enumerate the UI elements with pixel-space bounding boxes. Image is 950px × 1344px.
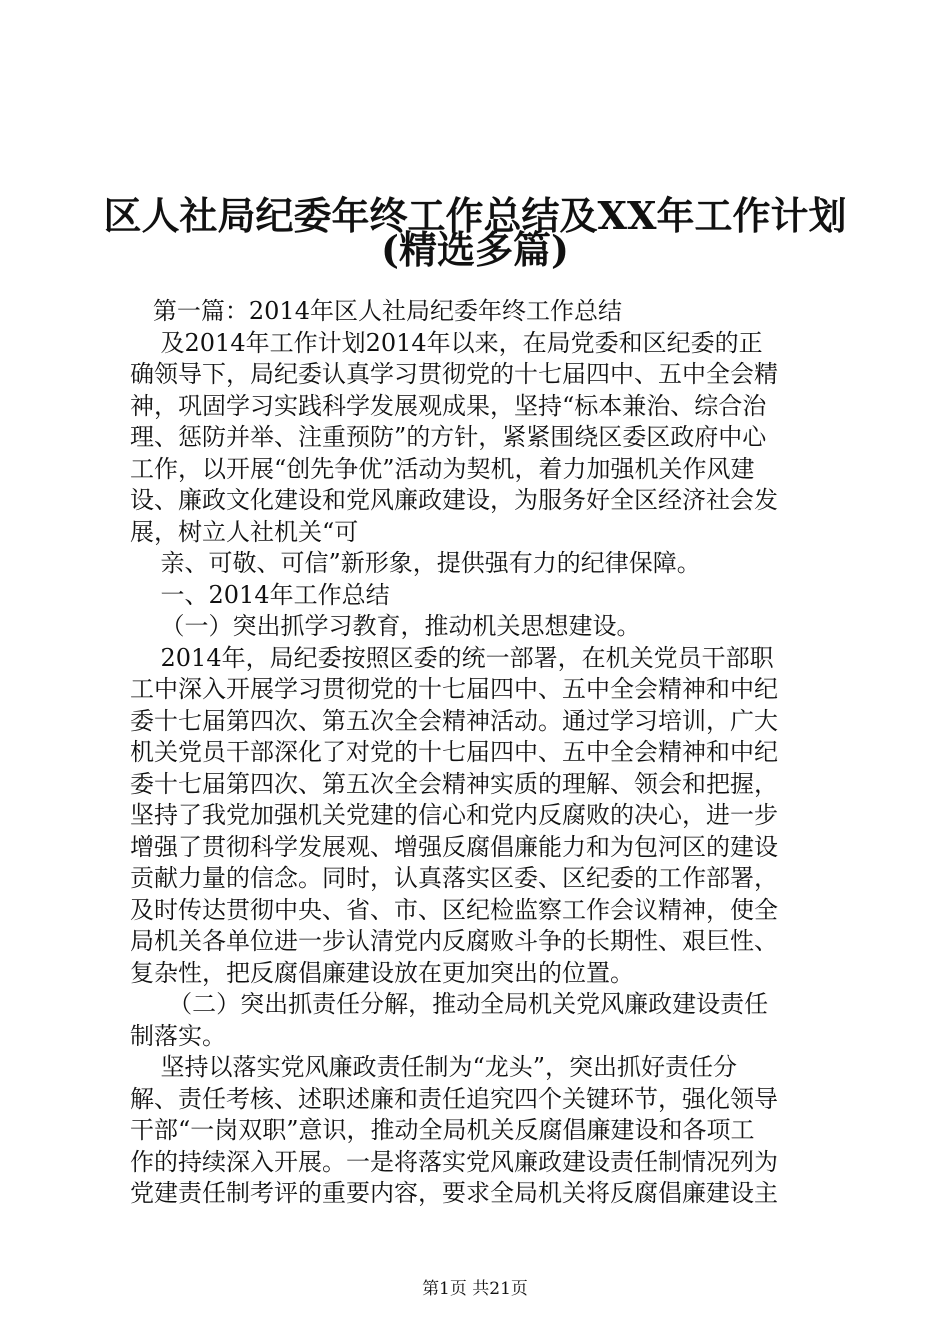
body-line: 党建责任制考评的重要内容，要求全局机关将反腐倡廉建设主 <box>130 1179 778 1207</box>
body-line: 制落实。 <box>130 1021 226 1050</box>
page-footer: 第1页 共21页 <box>422 1279 528 1299</box>
body-line: 委十七届第四次、第五次全会精神活动。通过学习培训，广大 <box>130 706 778 735</box>
body-line: 机关党员干部深化了对党的十七届四中、五中全会精神和中纪 <box>130 738 778 766</box>
body-line: 干部“一岗双职”意识，推动全局机关反腐倡廉建设和各项工 <box>130 1116 755 1144</box>
body-line: 设、廉政文化建设和党风廉政建设，为服务好全区经济社会发 <box>130 486 778 514</box>
document-title-line1: 区人社局纪委年终工作总结及XX年工作计划 <box>103 193 847 238</box>
body-line: 局机关各单位进一步认清党内反腐败斗争的长期性、艰巨性、 <box>130 927 778 955</box>
body-line: 确领导下，局纪委认真学习贯彻党的十七届四中、五中全会精 <box>130 360 778 388</box>
body-line: 理、惩防并举、注重预防”的方针，紧紧围绕区委区政府中心 <box>130 423 767 451</box>
document-body <box>130 296 830 1210</box>
body-line: 及时传达贯彻中央、省、市、区纪检监察工作会议精神，使全 <box>130 895 778 924</box>
body-line: 工中深入开展学习贯彻党的十七届四中、五中全会精神和中纪 <box>130 675 778 703</box>
body-line: 展，树立人社机关“可 <box>130 517 359 546</box>
body-line: 解、责任考核、述职述廉和责任追究四个关键环节，强化领导 <box>130 1084 778 1113</box>
body-line: 亲、可敬、可信”新形象，提供强有力的纪律保障。 <box>130 549 701 577</box>
body-line: 作的持续深入开展。一是将落实党风廉政建设责任制情况列为 <box>130 1147 778 1176</box>
body-line: 一、2014年工作总结 <box>130 580 390 609</box>
body-line: 神，巩固学习实践科学发展观成果，坚持“标本兼治、综合治 <box>130 391 767 420</box>
body-line: 坚持了我党加强机关党建的信心和党内反腐败的决心，进一步 <box>130 801 778 829</box>
body-line: 贡献力量的信念。同时，认真落实区委、区纪委的工作部署， <box>130 864 778 892</box>
body-line: （二）突出抓责任分解，推动全局机关党风廉政建设责任 <box>130 990 769 1018</box>
body-line: 2014年，局纪委按照区委的统一部署，在机关党员干部职 <box>130 643 774 672</box>
body-line: 及2014年工作计划2014年以来，在局党委和区纪委的正 <box>130 328 763 357</box>
document-title-line2: (精选多篇) <box>381 227 569 272</box>
body-line: 工作，以开展“创先争优”活动为契机，着力加强机关作风建 <box>130 454 755 483</box>
body-line: 复杂性，把反腐倡廉建设放在更加突出的位置。 <box>130 958 634 987</box>
body-line: 委十七届第四次、第五次全会精神实质的理解、领会和把握， <box>130 769 778 798</box>
body-line: 第一篇：2014年区人社局纪委年终工作总结 <box>130 297 622 325</box>
body-line: （一）突出抓学习教育，推动机关思想建设。 <box>130 612 641 640</box>
body-line: 坚持以落实党风廉政责任制为“龙头”，突出抓好责任分 <box>130 1053 738 1081</box>
body-line: 增强了贯彻科学发展观、增强反腐倡廉能力和为包河区的建设 <box>130 832 778 861</box>
